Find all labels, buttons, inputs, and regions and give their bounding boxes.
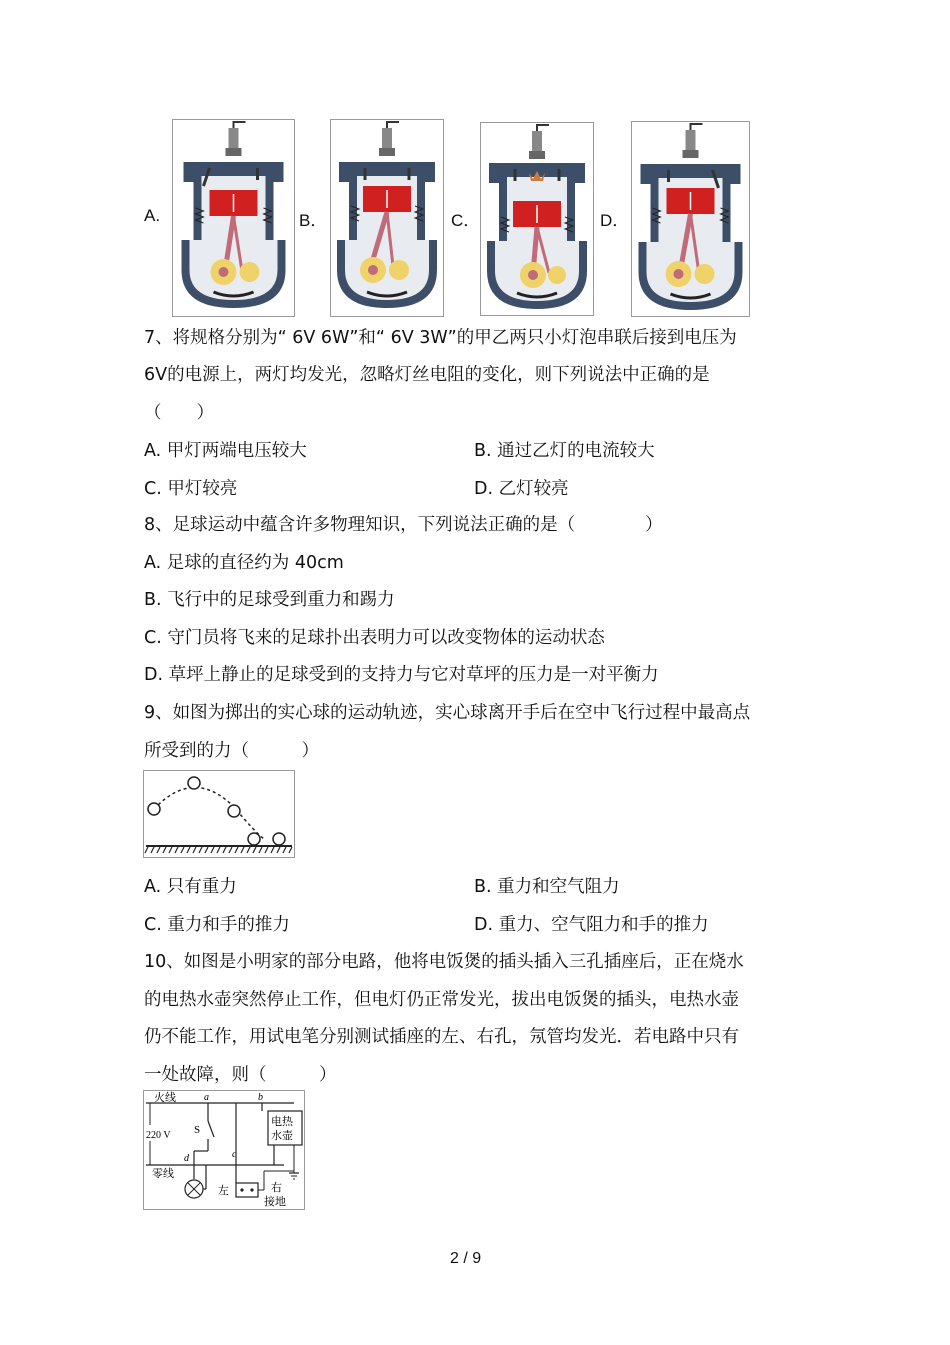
household-circuit-figure	[143, 1090, 305, 1210]
socket	[236, 1183, 258, 1197]
option-b-letter: B．	[299, 211, 328, 230]
option-c-letter: C．	[451, 211, 481, 230]
q10-stem-line1: 10、如图是小明家的部分电路，他将电饭煲的插头插入三孔插座后，正在烧水	[144, 952, 744, 972]
engine-exhaust-svg	[632, 122, 749, 316]
ball-release	[148, 803, 160, 815]
q9-option-a: A. 只有重力	[144, 877, 237, 897]
shot-put-trajectory-figure	[143, 770, 295, 858]
q7-stem-line1: 7、将规格分别为“ 6V 6W”和“ 6V 3W”的甲乙两只小灯泡串联后接到电压为	[144, 328, 737, 348]
q9-option-b: B. 重力和空气阻力	[474, 877, 620, 897]
engine-power-svg	[481, 123, 593, 315]
q7-option-c: C. 甲灯较亮	[144, 479, 238, 499]
q7-option-b: B. 通过乙灯的电流较大	[474, 441, 655, 461]
kettle-label-1: 电热	[271, 1116, 293, 1128]
q10-stem-line2: 的电热水壶突然停止工作，但电灯仍正常发光，拔出电饭煲的插头，电热水壶	[144, 990, 739, 1010]
q8-option-b: B. 飞行中的足球受到重力和踢力	[144, 590, 395, 610]
q8-option-c: C. 守门员将飞来的足球扑出表明力可以改变物体的运动状态	[144, 628, 605, 648]
ball-highest-point	[188, 777, 200, 789]
q8-option-d: D. 草坪上静止的足球受到的支持力与它对草坪的压力是一对平衡力	[144, 665, 659, 685]
q7-stem-line2: 6V的电源上，两灯均发光，忽略灯丝电阻的变化，则下列说法中正确的是	[144, 365, 710, 385]
point-b-label: b	[258, 1092, 263, 1103]
ball-rolling	[273, 833, 285, 845]
page-number: 2 / 9	[450, 1250, 482, 1267]
engine-diagram-compression	[330, 119, 444, 317]
engine-intake-svg	[173, 120, 294, 316]
point-d-label: d	[184, 1153, 189, 1164]
q8-option-a: A. 足球的直径约为 40cm	[144, 553, 344, 573]
neutral-wire-label: 零线	[152, 1168, 174, 1180]
engine-diagram-power	[480, 122, 594, 316]
option-d-letter: D．	[600, 211, 630, 230]
q7-option-a: A. 甲灯两端电压较大	[144, 441, 307, 461]
q8-stem: 8、足球运动中蕴含许多物理知识，下列说法正确的是（ ）	[144, 515, 663, 535]
socket-left-label: 左	[218, 1185, 229, 1197]
q10-stem-line4: 一处故障，则（ ）	[144, 1065, 337, 1085]
circuit-svg	[144, 1091, 304, 1209]
q10-stem-line3: 仍不能工作，用试电笔分别测试插座的左、右孔，氖管均发光．若电路中只有	[144, 1027, 739, 1047]
q9-option-d: D. 重力、空气阻力和手的推力	[474, 915, 709, 935]
socket-right-label: 右	[271, 1182, 282, 1194]
trajectory-svg	[144, 771, 294, 857]
ball-landing	[248, 833, 260, 845]
live-wire-label: 火线	[154, 1092, 176, 1104]
q7-option-d: D. 乙灯较亮	[474, 479, 569, 499]
kettle-label-2: 水壶	[271, 1130, 293, 1142]
engine-diagram-intake	[172, 119, 295, 317]
point-a-label: a	[204, 1092, 209, 1103]
engine-diagram-exhaust	[631, 121, 750, 317]
q7-answer-blank: （ ）	[144, 403, 214, 423]
q9-option-c: C. 重力和手的推力	[144, 915, 290, 935]
ground-label: 接地	[264, 1196, 286, 1208]
ball-descending	[228, 805, 240, 817]
option-a-letter: A.	[144, 206, 161, 225]
point-c-label: c	[232, 1149, 237, 1160]
engine-compression-svg	[331, 120, 443, 316]
switch-label: S	[194, 1124, 201, 1136]
switch-blade	[208, 1121, 214, 1137]
q9-stem-line1: 9、如图为掷出的实心球的运动轨迹，实心球离开手后在空中飞行过程中最高点	[144, 703, 751, 723]
q9-stem-line2: 所受到的力（ ）	[144, 741, 319, 761]
voltage-label: 220 V	[146, 1130, 171, 1141]
